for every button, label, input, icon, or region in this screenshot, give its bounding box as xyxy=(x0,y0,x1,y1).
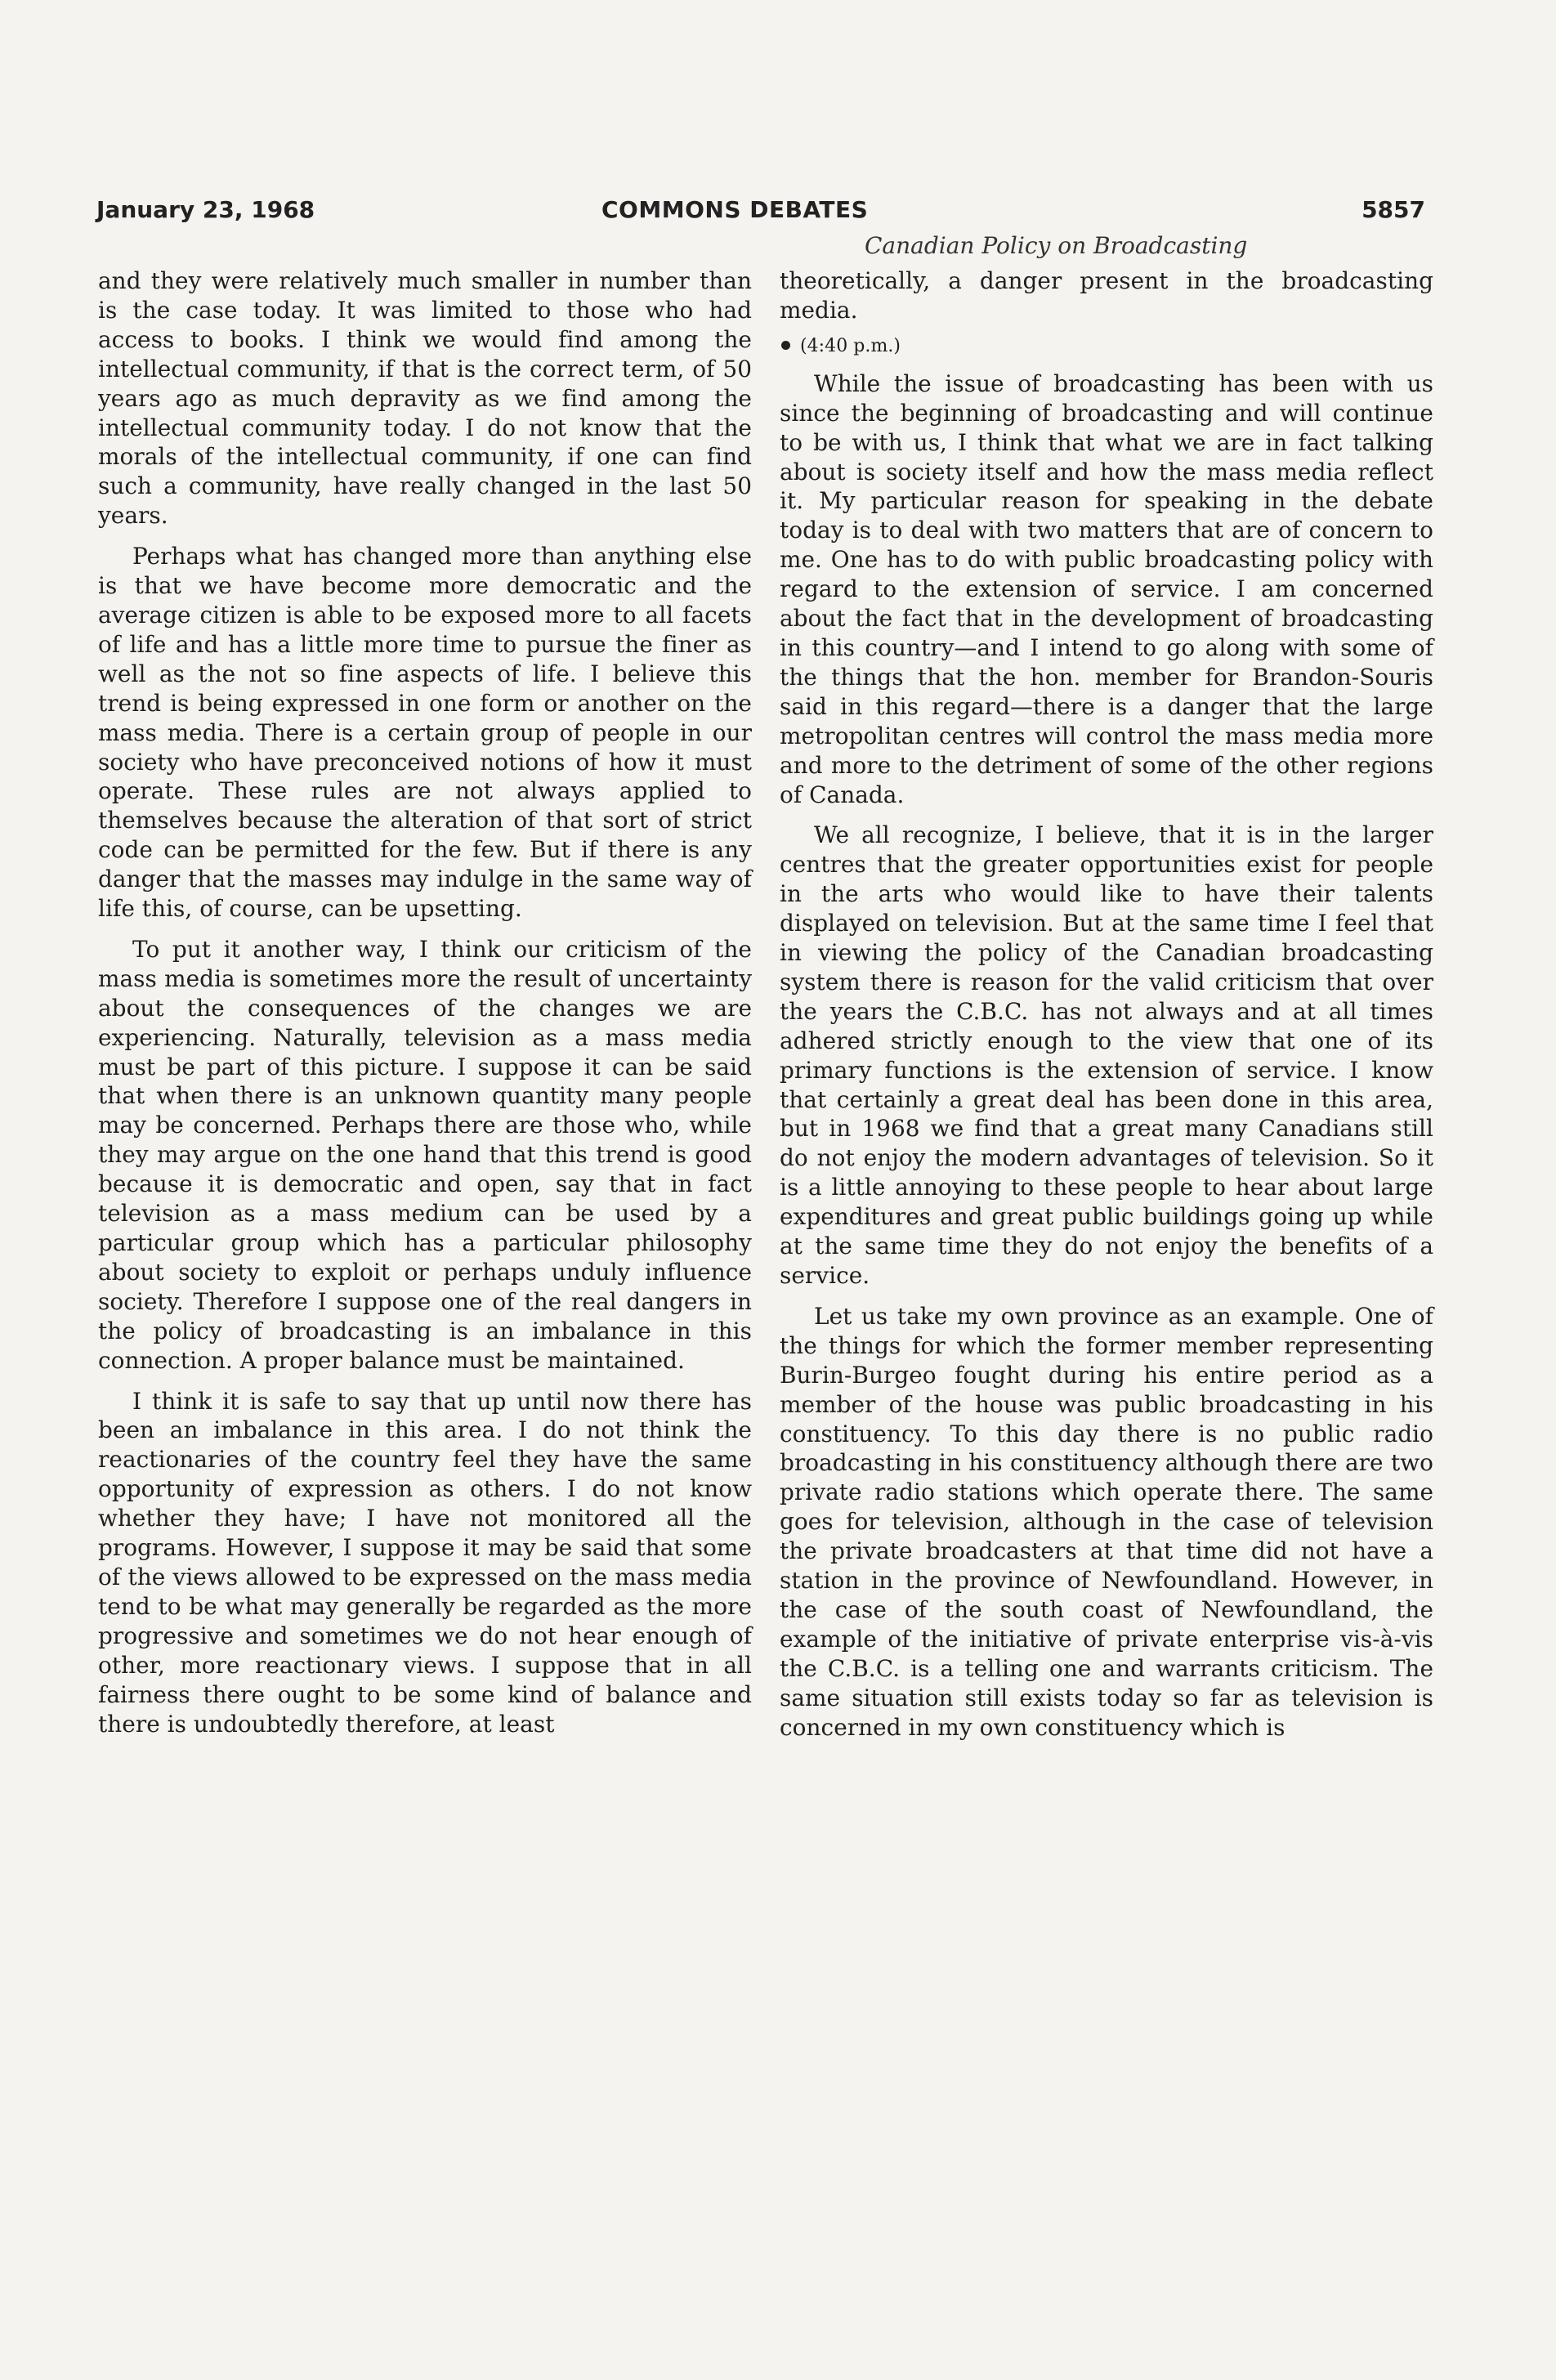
paragraph: To put it another way, I think our criticism of the mass media is sometimes more the result of uncertainty about the consequences of the changes we are experiencing. Naturally, television as a mass media must be part of this picture. I suppose it can be said that when there is an unknown quantity many people may be concerned. Perhaps there are those who, while they may argue on the one hand that this trend is good because it is democratic and open, say that in fact television as a mass medium can be used by a particular group which has a particular philosophy about society to exploit or perhaps unduly influence society. Therefore I suppose one of the real dangers in the policy of broadcasting is an imbalance in this connection. A proper balance must be maintained. xyxy=(98,935,752,1374)
paragraph: Let us take my own province as an example. One of the things for which the former member representing Burin-Burgeo fought during his entire period as a member of the house was public broadcasting in his constituency. To this day there is no public radio broadcasting in his constituency although there are two private radio stations which operate there. The same goes for television, although in the case of television the private broadcasters at that time did not have a station in the province of Newfoundland. However, in the case of the south coast of Newfoundland, the example of the initiative of private enterprise vis-à-vis the C.B.C. is a telling one and warrants criticism. The same situation still exists today so far as television is concerned in my own constituency which is xyxy=(780,1302,1433,1741)
paragraph: Perhaps what has changed more than anything else is that we have become more democratic and the average citizen is able to be exposed more to all facets of life and has a little more time to pursue the finer as well as the not so fine aspects of life. I believe this trend is being expressed in one form or another on the mass media. There is a certain group of people in our society who have preconceived notions of how it must operate. These rules are not always applied to themselves because the alteration of that sort of strict code can be permitted for the few. But if there is any danger that the masses may indulge in the same way of life this, of course, can be upsetting. xyxy=(98,543,752,923)
bullet-icon xyxy=(781,341,790,350)
header-journal-title: COMMONS DEBATES xyxy=(601,196,869,223)
page-header xyxy=(96,196,1425,229)
paragraph: While the issue of broadcasting has been with us since the beginning of broadcasting and will continue to be with us, I think that what we are in fact talking about is society itself and how the mass media reflect it. My particular reason for speaking in the debate today is to deal with two matters that are of concern to me. One has to do with public broadcasting policy with regard to the extension of service. I am concerned about the fact that in the development of broadcasting in this country—and I intend to go along with some of the things that the hon. member for Brandon-Souris said in this regard—there is a danger that the large metropolitan centres will control the mass media more and more to the detriment of some of the other regions of Canada. xyxy=(780,369,1433,808)
right-column xyxy=(780,266,1433,1742)
section-subheading: Canadian Policy on Broadcasting xyxy=(865,232,1248,259)
paragraph: and they were relatively much smaller in number than is the case today. It was limited to those who had access to books. I think we would find among the intellectual community, if that is the correct term, of 50 years ago as much depravity as we find among the intellectual community today. I do not know that the morals of the intellectual community, if one can find such a community, have really changed in the last 50 years. xyxy=(98,267,752,530)
timestamp xyxy=(780,332,1433,361)
paragraph-continuation: theoretically, a danger present in the broadcasting media. xyxy=(780,267,1433,324)
header-page-number: 5857 xyxy=(1362,196,1425,223)
header-date: January 23, 1968 xyxy=(96,196,315,223)
timestamp-text: (4:40 p.m.) xyxy=(800,335,901,356)
paragraph: I think it is safe to say that up until now there has been an imbalance in this area. I do not think the reactionaries of the country feel they have the same opportunity of expression as others. I do not know whether they have; I have not monitored all the programs. However, I suppose it may be said that some of the views allowed to be expressed on the mass media tend to be what may generally be regarded as the more progressive and sometimes we do not hear enough of other, more reactionary views. I suppose that in all fairness there ought to be some kind of balance and there is undoubtedly therefore, at least xyxy=(98,1387,752,1738)
paragraph: We all recognize, I believe, that it is in the larger centres that the greater opportunities exist for people in the arts who would like to have their talents displayed on television. But at the same time I feel that in viewing the policy of the Canadian broadcasting system there is reason for the valid criticism that over the years the C.B.C. has not always and at all times adhered strictly enough to the view that one of its primary functions is the extension of service. I know that certainly a great deal has been done in this area, but in 1968 we find that a great many Canadians still do not enjoy the modern advantages of television. So it is a little annoying to these people to hear about large expenditures and great public buildings going up while at the same time they do not enjoy the benefits of a service. xyxy=(780,821,1433,1289)
left-column xyxy=(98,266,752,1738)
